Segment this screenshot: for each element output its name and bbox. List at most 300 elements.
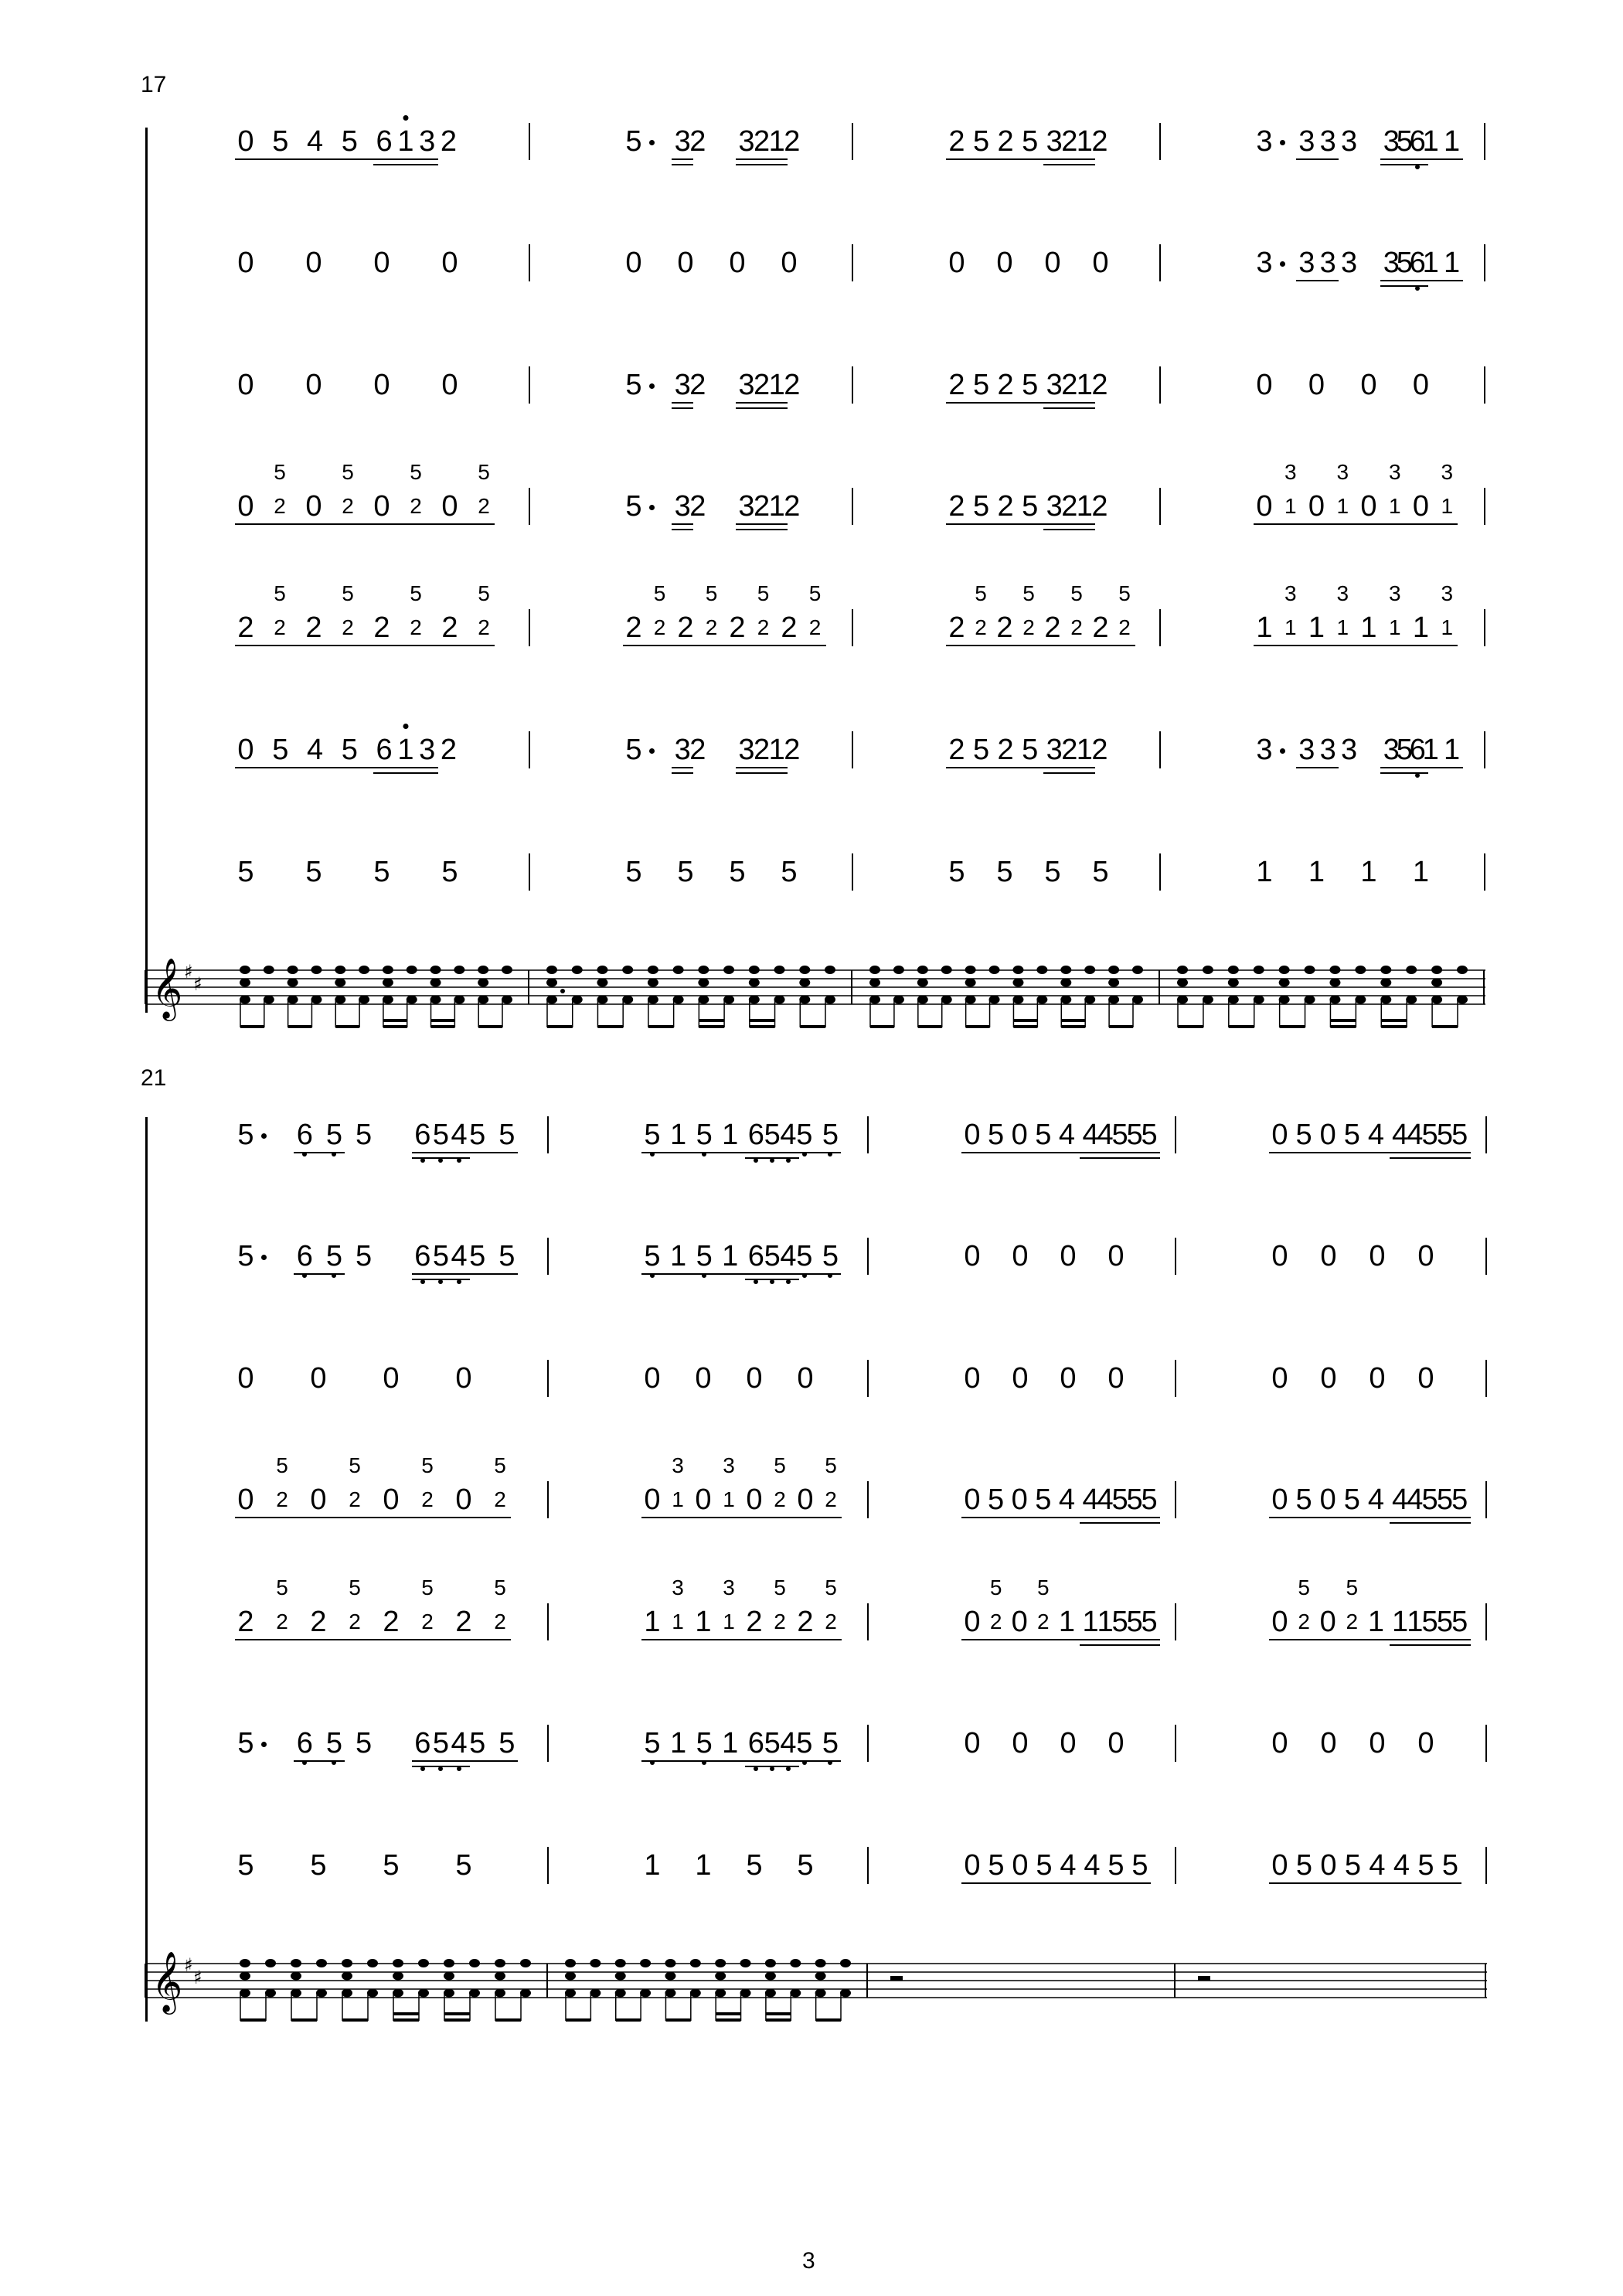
note-head xyxy=(1406,996,1417,1004)
eighth-underline xyxy=(641,1517,842,1518)
barline xyxy=(547,1360,549,1397)
jianpu-note: 1 xyxy=(1444,247,1461,279)
jianpu-note: 6 xyxy=(1409,734,1426,766)
barline xyxy=(547,1116,549,1153)
jianpu-note: 5 xyxy=(1044,856,1061,888)
beam xyxy=(444,2018,470,2022)
jianpu-note: 0 xyxy=(383,1362,400,1395)
jianpu-note: 6 xyxy=(376,734,393,766)
jianpu-note: 5 xyxy=(644,1119,661,1151)
sixteenth-underline xyxy=(1043,407,1095,409)
beam-16th xyxy=(431,1019,455,1022)
jianpu-note: 5 xyxy=(696,1119,713,1151)
jianpu-note: 0 xyxy=(1320,1849,1337,1882)
note-head xyxy=(240,1959,250,1967)
chord-upper-note: 5 xyxy=(410,460,422,484)
jianpu-note: 5 xyxy=(948,856,965,888)
jianpu-note: 0 xyxy=(237,369,254,401)
jianpu-note: 0 xyxy=(625,247,642,279)
jianpu-note: 3 xyxy=(1046,125,1063,158)
note-head xyxy=(1060,979,1071,987)
jianpu-note: 5 xyxy=(764,1727,781,1759)
jianpu-note: 5 xyxy=(325,1119,342,1151)
jianpu-note: 0 xyxy=(1060,1727,1077,1759)
note-head xyxy=(840,1959,851,1967)
eighth-underline xyxy=(294,1152,345,1153)
jianpu-note: 2 xyxy=(948,125,965,158)
eighth-underline xyxy=(672,402,693,404)
jianpu-note: 1 xyxy=(1082,1606,1099,1638)
note-head xyxy=(367,1959,378,1967)
jianpu-note: 5 xyxy=(237,1119,254,1151)
barline xyxy=(1175,1481,1176,1518)
jianpu-note: 2 xyxy=(825,1610,837,1633)
jianpu-note: 4 xyxy=(451,1119,468,1151)
note-head xyxy=(765,1959,776,1967)
jianpu-note: 5 xyxy=(1451,1119,1468,1151)
sharp-icon: ♯ xyxy=(184,1954,193,1976)
jianpu-note: 4 xyxy=(1391,1119,1409,1151)
note-head xyxy=(430,979,441,987)
barline xyxy=(1484,244,1485,281)
jianpu-note: 0 xyxy=(1012,1240,1029,1272)
jianpu-note: 2 xyxy=(989,1610,1002,1633)
note-head xyxy=(291,1972,301,1981)
jianpu-note: 5 xyxy=(796,1727,813,1759)
jianpu-note: 2 xyxy=(455,1606,472,1638)
beam xyxy=(750,1025,775,1028)
jianpu-note: 5 xyxy=(325,1727,342,1759)
jianpu-note: 2 xyxy=(689,734,706,766)
jianpu-note: 4 xyxy=(1097,1119,1114,1151)
jianpu-note: 5 xyxy=(625,125,642,158)
note-head xyxy=(965,996,976,1004)
jianpu-note: 0 xyxy=(1417,1362,1434,1395)
jianpu-note: 2 xyxy=(410,615,422,639)
jianpu-note: 3 xyxy=(419,125,436,158)
jianpu-note: 0 xyxy=(1060,1362,1077,1395)
jianpu-note: 5 xyxy=(1421,1606,1438,1638)
jianpu-note: 0 xyxy=(746,1484,763,1516)
jianpu-note: 0 xyxy=(1011,1484,1028,1516)
beam xyxy=(1330,1025,1356,1028)
eighth-underline xyxy=(1269,1152,1471,1153)
jianpu-note: 3 xyxy=(1383,734,1400,766)
jianpu-note: 2 xyxy=(440,125,457,158)
jianpu-note: 1 xyxy=(672,1487,684,1511)
note-head xyxy=(941,996,952,1004)
barline xyxy=(529,731,530,768)
jianpu-note: 1 xyxy=(1407,1606,1424,1638)
sixteenth-underline xyxy=(1380,772,1428,774)
note-head xyxy=(965,966,976,974)
jianpu-note: 5 xyxy=(696,1240,713,1272)
beam xyxy=(870,1025,894,1028)
jianpu-note: 0 xyxy=(746,1362,763,1395)
note-head xyxy=(335,966,345,974)
eighth-underline xyxy=(235,158,438,160)
eighth-underline xyxy=(235,523,495,525)
jianpu-note: 2 xyxy=(729,611,746,644)
sixteenth-underline xyxy=(736,164,788,165)
note-head xyxy=(869,966,880,974)
beam xyxy=(800,1025,825,1028)
barline xyxy=(867,1360,869,1397)
jianpu-note: 5 xyxy=(1343,1119,1360,1151)
jianpu-note: 2 xyxy=(237,611,254,644)
jianpu-note: 2 xyxy=(689,125,706,158)
jianpu-note: 1 xyxy=(723,1610,735,1633)
note-head xyxy=(1457,996,1468,1004)
jianpu-note: 0 xyxy=(1271,1119,1288,1151)
jianpu-note: 2 xyxy=(784,734,801,766)
jianpu-note: 0 xyxy=(441,490,458,523)
note-head xyxy=(1380,979,1391,987)
jianpu-note: 1 xyxy=(1284,494,1297,518)
chord-upper-note: 5 xyxy=(274,460,286,484)
jianpu-note: 2 xyxy=(754,369,771,401)
eighth-underline xyxy=(672,767,693,768)
jianpu-note: 1 xyxy=(1388,494,1401,518)
jianpu-note: 5 xyxy=(625,369,642,401)
jianpu-note: 2 xyxy=(1070,615,1083,639)
half-rest-icon xyxy=(1198,1976,1210,1981)
chord-upper-note: 3 xyxy=(723,1453,735,1477)
eighth-underline xyxy=(961,1639,1160,1640)
note-head xyxy=(478,996,488,1004)
chord-upper-note: 5 xyxy=(989,1576,1002,1599)
barline xyxy=(547,1238,549,1275)
eighth-underline xyxy=(641,1639,842,1640)
jianpu-note: 0 xyxy=(695,1362,712,1395)
note-head xyxy=(520,1959,531,1967)
system-left-line xyxy=(145,128,148,1013)
jianpu-note: 2 xyxy=(494,1610,506,1633)
note-head xyxy=(869,996,880,1004)
barline xyxy=(1484,609,1485,646)
beam-16th xyxy=(383,1019,407,1022)
note-head xyxy=(815,1989,826,1998)
jianpu-note: 2 xyxy=(808,615,822,639)
note-head xyxy=(264,996,274,1004)
jianpu-note: 0 xyxy=(1271,1362,1288,1395)
jianpu-note: 5 xyxy=(1436,1484,1453,1516)
jianpu-note: 5 xyxy=(988,1119,1005,1151)
jianpu-note: 5 xyxy=(1022,125,1039,158)
jianpu-note: 2 xyxy=(1091,369,1108,401)
jianpu-note: 4 xyxy=(780,1119,797,1151)
note-head xyxy=(430,996,441,1004)
chord-upper-note: 5 xyxy=(342,460,354,484)
jianpu-note: 2 xyxy=(1091,490,1108,523)
jianpu-note: 6 xyxy=(296,1119,313,1151)
chord-upper-note: 3 xyxy=(1441,581,1454,605)
measure-number-21: 21 xyxy=(141,1065,167,1091)
beam xyxy=(816,2018,841,2022)
jianpu-note: 5 xyxy=(237,1727,254,1759)
jianpu-note: 2 xyxy=(349,1610,361,1633)
jianpu-note: 2 xyxy=(1346,1610,1359,1633)
note-head xyxy=(597,979,607,987)
barline xyxy=(1484,853,1485,891)
jianpu-note: 3 xyxy=(674,369,691,401)
sixteenth-underline xyxy=(412,1766,470,1767)
jianpu-note: 5 xyxy=(355,1240,373,1272)
jianpu-note: 2 xyxy=(754,734,771,766)
jianpu-note: 0 xyxy=(1012,1727,1029,1759)
jianpu-note: 0 xyxy=(644,1362,661,1395)
jianpu-note: 0 xyxy=(305,247,322,279)
eighth-underline xyxy=(736,523,788,525)
jianpu-note: 5 xyxy=(677,856,694,888)
note-head xyxy=(291,1989,301,1998)
jianpu-note: 1 xyxy=(695,1849,712,1882)
eighth-underline xyxy=(1296,158,1339,160)
jianpu-note: 3 xyxy=(674,125,691,158)
eighth-underline xyxy=(1269,1882,1461,1884)
chord-upper-note: 3 xyxy=(1388,460,1401,484)
beam-16th xyxy=(1381,1019,1407,1022)
barline xyxy=(529,244,530,281)
note-head xyxy=(673,966,684,974)
barline xyxy=(529,609,530,646)
jianpu-note: 3 xyxy=(1256,125,1273,158)
jianpu-note: 2 xyxy=(689,369,706,401)
beam-16th xyxy=(444,2012,470,2015)
jianpu-note: 5 xyxy=(972,734,990,766)
sixteenth-underline xyxy=(745,1279,799,1280)
jianpu-note: 1 xyxy=(1444,125,1461,158)
jianpu-note: 2 xyxy=(757,615,770,639)
chord-upper-note: 3 xyxy=(723,1576,735,1599)
jianpu-note: 4 xyxy=(1369,1849,1386,1882)
chord-upper-note: 3 xyxy=(1336,460,1349,484)
barline xyxy=(867,1725,869,1762)
jianpu-note: 1 xyxy=(1097,1606,1114,1638)
jianpu-note: 4 xyxy=(1407,1119,1424,1151)
jianpu-note: 5 xyxy=(237,1240,254,1272)
jianpu-note: 0 xyxy=(1044,247,1061,279)
jianpu-note: 1 xyxy=(1308,856,1325,888)
jianpu-note: 2 xyxy=(784,125,801,158)
note-head xyxy=(1431,979,1442,987)
barline xyxy=(867,1238,869,1275)
eighth-underline xyxy=(294,1273,345,1275)
jianpu-note: 0 xyxy=(695,1484,712,1516)
jianpu-note: 4 xyxy=(1058,1119,1076,1151)
note-head xyxy=(917,996,928,1004)
beam xyxy=(240,1025,264,1028)
jianpu-note: 0 xyxy=(797,1362,814,1395)
jianpu-note: 5 xyxy=(625,856,642,888)
sixteenth-underline xyxy=(672,407,693,409)
note-head xyxy=(495,1972,505,1981)
eighth-underline xyxy=(946,158,1095,160)
jianpu-note: 5 xyxy=(1436,1119,1453,1151)
jianpu-note: 0 xyxy=(996,247,1013,279)
jianpu-note: 0 xyxy=(1412,369,1430,401)
note-head xyxy=(1108,996,1119,1004)
eighth-underline xyxy=(623,645,826,646)
barline xyxy=(1485,1238,1487,1275)
chord-upper-note: 5 xyxy=(1070,581,1083,605)
jianpu-note: 1 xyxy=(1284,615,1297,639)
jianpu-note: 1 xyxy=(1076,734,1093,766)
beam xyxy=(1013,1025,1037,1028)
jianpu-note: 0 xyxy=(1012,1362,1029,1395)
beam xyxy=(597,1025,623,1028)
note-head xyxy=(665,1989,675,1998)
jianpu-note: 5 xyxy=(1295,1484,1312,1516)
note-head xyxy=(790,1989,801,1998)
jianpu-note: 3 xyxy=(1319,734,1336,766)
chord-upper-note: 5 xyxy=(349,1576,361,1599)
note-head xyxy=(1203,966,1213,974)
jianpu-note: 5 xyxy=(1111,1606,1128,1638)
jianpu-note: 3 xyxy=(419,734,436,766)
chord-upper-note: 5 xyxy=(653,581,666,605)
jianpu-note: 5 xyxy=(305,856,322,888)
eighth-underline xyxy=(946,645,1135,646)
note-head xyxy=(1431,966,1442,974)
sixteenth-underline xyxy=(672,772,693,774)
barline xyxy=(547,1725,549,1762)
note-head xyxy=(941,966,952,974)
jianpu-note: 0 xyxy=(1060,1240,1077,1272)
jianpu-note: 2 xyxy=(996,611,1013,644)
barline xyxy=(1159,244,1161,281)
jianpu-note: 0 xyxy=(1319,1119,1336,1151)
jianpu-note: 0 xyxy=(455,1362,472,1395)
jianpu-note: 0 xyxy=(1417,1727,1434,1759)
jianpu-note: 1 xyxy=(1422,734,1439,766)
note-head xyxy=(454,966,464,974)
note-head xyxy=(799,979,810,987)
augmentation-dot xyxy=(1280,748,1285,754)
chord-upper-note: 3 xyxy=(1388,581,1401,605)
eighth-underline xyxy=(235,1639,511,1640)
chord-upper-note: 5 xyxy=(774,1453,786,1477)
eighth-underline xyxy=(946,767,1095,768)
eighth-underline xyxy=(1296,280,1339,281)
jianpu-note: 0 xyxy=(677,247,694,279)
chord-upper-note: 5 xyxy=(276,1453,288,1477)
jianpu-note: 3 xyxy=(1298,734,1315,766)
eighth-underline xyxy=(294,1760,345,1762)
jianpu-note: 0 xyxy=(310,1362,327,1395)
jianpu-note: 2 xyxy=(781,611,798,644)
jianpu-note: 2 xyxy=(975,615,987,639)
jianpu-note: 5 xyxy=(796,1119,813,1151)
jianpu-note: 5 xyxy=(498,1727,515,1759)
augmentation-dot xyxy=(649,505,655,510)
note-head xyxy=(335,996,345,1004)
note-head xyxy=(469,1959,480,1967)
jianpu-note: 5 xyxy=(1343,1484,1360,1516)
beam xyxy=(431,1025,455,1028)
augmentation-dot xyxy=(649,383,655,389)
note-head xyxy=(288,966,298,974)
chord-upper-note: 5 xyxy=(478,581,490,605)
jianpu-note: 5 xyxy=(325,1240,342,1272)
note-head xyxy=(1108,979,1119,987)
jianpu-note: 2 xyxy=(784,369,801,401)
barline xyxy=(1175,1847,1176,1884)
note-head xyxy=(520,1989,531,1998)
jianpu-note: 5 xyxy=(988,1849,1005,1882)
jianpu-note: 0 xyxy=(964,1606,981,1638)
beam xyxy=(699,1025,724,1028)
barline xyxy=(852,366,853,404)
note-head xyxy=(1084,996,1095,1004)
jianpu-note: 0 xyxy=(237,247,254,279)
beam-16th xyxy=(750,1019,775,1022)
note-head xyxy=(546,979,557,987)
jianpu-note: 5 xyxy=(1417,1849,1434,1882)
barline xyxy=(547,1603,549,1640)
note-head xyxy=(749,996,760,1004)
eighth-underline xyxy=(736,402,788,404)
jianpu-note: 5 xyxy=(1396,734,1413,766)
beam-16th xyxy=(393,2012,419,2015)
jianpu-note: 4 xyxy=(780,1240,797,1272)
jianpu-note: 1 xyxy=(1076,490,1093,523)
chord-upper-note: 3 xyxy=(672,1576,684,1599)
sharp-icon: ♯ xyxy=(193,973,202,995)
beam xyxy=(1061,1025,1085,1028)
note-head xyxy=(565,1972,576,1981)
jianpu-note: 2 xyxy=(274,615,286,639)
eighth-underline xyxy=(1269,1517,1471,1518)
barline xyxy=(529,123,530,160)
jianpu-note: 5 xyxy=(383,1849,400,1882)
chord-upper-note: 5 xyxy=(757,581,770,605)
note-head xyxy=(240,1989,250,1998)
note-head xyxy=(698,979,709,987)
beam xyxy=(240,2018,266,2022)
jianpu-note: 4 xyxy=(1367,1119,1384,1151)
note-head xyxy=(1177,966,1188,974)
note-head xyxy=(869,979,880,987)
jianpu-note: 1 xyxy=(722,1240,739,1272)
augmentation-dot xyxy=(649,748,655,754)
barline xyxy=(1175,1116,1176,1153)
jianpu-note: 0 xyxy=(948,247,965,279)
jianpu-note: 4 xyxy=(1391,1484,1409,1516)
jianpu-note: 2 xyxy=(653,615,666,639)
jianpu-note: 6 xyxy=(747,1727,764,1759)
jianpu-note: 5 xyxy=(355,1119,373,1151)
note-head xyxy=(1228,979,1239,987)
jianpu-note: 2 xyxy=(440,734,457,766)
jianpu-note: 6 xyxy=(1409,125,1426,158)
jianpu-note: 5 xyxy=(1421,1484,1438,1516)
jianpu-note: 2 xyxy=(997,734,1014,766)
note-head xyxy=(265,1959,276,1967)
jianpu-note: 2 xyxy=(1061,125,1078,158)
beam-16th xyxy=(716,2012,740,2015)
system-left-line xyxy=(145,1117,148,2022)
note-head xyxy=(749,966,760,974)
augmentation-dot xyxy=(261,1255,267,1260)
note-head xyxy=(546,966,557,974)
jianpu-note: 3 xyxy=(1340,734,1358,766)
barline xyxy=(852,609,853,646)
jianpu-note: 1 xyxy=(1444,734,1461,766)
jianpu-note: 5 xyxy=(1022,490,1039,523)
jianpu-note: 5 xyxy=(972,125,990,158)
note-head xyxy=(240,979,250,987)
